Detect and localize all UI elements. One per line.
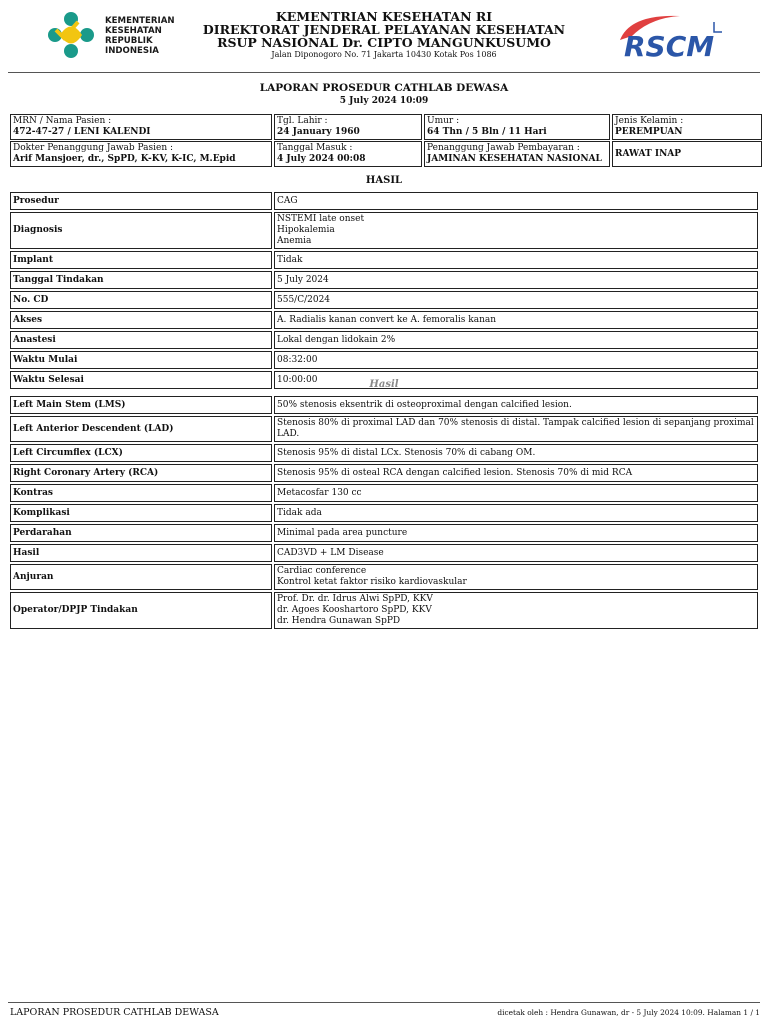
- document-header: [8, 6, 760, 73]
- field-value: [274, 544, 758, 562]
- table-row: [10, 212, 758, 249]
- age-value: 64 Thn / 5 Bln / 11 Hari: [427, 127, 547, 137]
- table-row: [10, 396, 758, 414]
- field-value: [274, 564, 758, 590]
- report-title: LAPORAN PROSEDUR CATHLAB DEWASA: [259, 82, 509, 94]
- field-value-line: 08:32:00: [277, 354, 318, 365]
- dob-cell: Tgl. Lahir : 24 January 1960: [274, 114, 422, 140]
- field-value: [274, 212, 758, 249]
- mrn-cell: MRN / Nama Pasien : 472-47-27 / LENI KALENDI: [10, 114, 272, 140]
- field-value-line: A. Radialis kanan convert ke A. femoralis kanan: [277, 314, 497, 325]
- report-date: 5 July 2024 10:09: [339, 96, 429, 106]
- field-value-line: Hipokalemia: [277, 225, 335, 235]
- field-label: Perdarahan: [10, 524, 272, 542]
- patient-info-row-2: [8, 139, 764, 169]
- table-row: [10, 464, 758, 482]
- field-label: Tanggal Tindakan: [10, 271, 272, 289]
- admit-cell: Tanggal Masuk : 4 July 2024 00:08: [274, 141, 422, 167]
- field-value: [274, 311, 758, 329]
- field-value: [274, 464, 758, 482]
- table-row: [10, 271, 758, 289]
- care-type-value: RAWAT INAP: [615, 148, 682, 159]
- field-label: Anjuran: [10, 564, 272, 590]
- doctor-value: Arif Mansjoer, dr., SpPD, K-KV, K-IC, M.Epid: [13, 154, 236, 164]
- table-row: [10, 311, 758, 329]
- field-value: [274, 444, 758, 462]
- field-label: No. CD: [10, 291, 272, 309]
- admit-value: 4 July 2024 00:08: [277, 154, 366, 164]
- field-value-line: dr. Hendra Gunawan SpPD: [277, 616, 401, 626]
- table-row: [10, 416, 758, 442]
- field-value-line: dr. Agoes Kooshartoro SpPD, KKV: [277, 605, 432, 615]
- footer-report-name: LAPORAN PROSEDUR CATHLAB DEWASA: [10, 1007, 219, 1018]
- field-label: Left Main Stem (LMS): [10, 396, 272, 414]
- table-row: [10, 504, 758, 522]
- ministry-name: KEMENTRIAN KESEHATAN RI: [275, 9, 493, 24]
- field-label: Komplikasi: [10, 504, 272, 522]
- field-value-line: Stenosis 95% di distal LCx. Stenosis 70% di cabang OM.: [277, 447, 536, 458]
- table-row: [10, 564, 758, 590]
- field-value-line: Tidak ada: [277, 507, 322, 518]
- field-value: [274, 484, 758, 502]
- field-label: Waktu Selesai: [10, 371, 272, 389]
- table-row: [10, 524, 758, 542]
- field-value: [274, 192, 758, 210]
- sex-cell: Jenis Kelamin : PEREMPUAN: [612, 114, 762, 140]
- mrn-value: 472-47-27 / LENI KALENDI: [13, 127, 151, 137]
- field-value-line: 10:00:00: [277, 374, 318, 385]
- field-value-line: Stenosis 80% di proximal LAD dan 70% stenosis di distal. Tampak calcified lesion di sepanjang proximal LAD.: [277, 418, 754, 439]
- field-label: Right Coronary Artery (RCA): [10, 464, 272, 482]
- field-value: [274, 331, 758, 349]
- field-value-line: Prof. Dr. dr. Idrus Alwi SpPD, KKV: [277, 594, 433, 604]
- field-label: Anastesi: [10, 331, 272, 349]
- field-value: [274, 251, 758, 269]
- field-label: Prosedur: [10, 192, 272, 210]
- field-value-line: Lokal dengan lidokain 2%: [277, 334, 396, 345]
- rscm-logo-icon: [610, 10, 730, 64]
- field-label: Implant: [10, 251, 272, 269]
- sex-value: PEREMPUAN: [615, 127, 683, 137]
- document-footer: [8, 1002, 760, 1023]
- field-value-line: Metacosfar 130 cc: [277, 487, 362, 498]
- care-cell: [612, 141, 762, 167]
- field-label: Diagnosis: [10, 212, 272, 249]
- directorate-name: DIREKTORAT JENDERAL PELAYANAN KESEHATAN: [202, 22, 566, 37]
- field-value-line: Stenosis 95% di osteal RCA dengan calcified lesion. Stenosis 70% di mid RCA: [277, 467, 633, 478]
- field-value-line: Minimal pada area puncture: [277, 527, 408, 538]
- field-value-line: Cardiac conference: [277, 566, 367, 576]
- table-row: [10, 331, 758, 349]
- field-label: Operator/DPJP Tindakan: [10, 592, 272, 629]
- field-value-line: CAG: [277, 195, 298, 206]
- table-row: [10, 251, 758, 269]
- field-label: Left Circumflex (LCX): [10, 444, 272, 462]
- kemenkes-logo-text: KEMENTERIAN KESEHATAN REPUBLIK INDONESIA: [105, 16, 175, 56]
- doctor-cell: Dokter Penanggung Jawab Pasien : Arif Mansjoer, dr., SpPD, K-KV, K-IC, M.Epid: [10, 141, 272, 167]
- field-value: [274, 396, 758, 414]
- field-label: Waktu Mulai: [10, 351, 272, 369]
- field-value-line: 50% stenosis eksentrik di osteoproximal dengan calcified lesion.: [277, 399, 572, 410]
- table-row: [10, 351, 758, 369]
- coronary-results-table: [8, 394, 760, 631]
- rscm-logo-text: RSCM: [624, 30, 715, 63]
- field-value: [274, 416, 758, 442]
- table-row: [10, 444, 758, 462]
- dob-value: 24 January 1960: [277, 127, 360, 137]
- hospital-address: Jalan Diponogoro No. 71 Jakarta 10430 Kotak Pos 1086: [271, 50, 497, 59]
- table-row: [10, 484, 758, 502]
- field-value: [274, 524, 758, 542]
- field-value-line: Tidak: [277, 254, 303, 265]
- hasil-section-title: HASIL: [365, 175, 403, 186]
- field-value: [274, 504, 758, 522]
- payer-value: JAMINAN KESEHATAN NASIONAL: [427, 154, 602, 164]
- field-value-line: Kontrol ketat faktor risiko kardiovaskular: [277, 577, 467, 587]
- field-label: Kontras: [10, 484, 272, 502]
- field-label: Akses: [10, 311, 272, 329]
- hasil-subsection-title: Hasil: [369, 379, 399, 390]
- field-value-line: 5 July 2024: [277, 274, 329, 285]
- field-value: [274, 291, 758, 309]
- field-label: Hasil: [10, 544, 272, 562]
- field-label: Left Anterior Descendent (LAD): [10, 416, 272, 442]
- footer-print-info: dicetak oleh : Hendra Gunawan, dr - 5 July 2024 10:09. Halaman 1 / 1: [497, 1008, 760, 1017]
- patient-info-row-1: [8, 112, 764, 142]
- field-value: [274, 592, 758, 629]
- field-value-line: CAD3VD + LM Disease: [277, 547, 384, 558]
- table-row: [10, 544, 758, 562]
- hospital-name: RSUP NASIONAL Dr. CIPTO MANGUNKUSUMO: [217, 35, 551, 50]
- age-cell: Umur : 64 Thn / 5 Bln / 11 Hari: [424, 114, 610, 140]
- table-row: [10, 592, 758, 629]
- table-row: [10, 192, 758, 210]
- payer-cell: Penanggung Jawab Pembayaran : JAMINAN KESEHATAN NASIONAL: [424, 141, 610, 167]
- field-value: [274, 351, 758, 369]
- field-value-line: NSTEMI late onset: [277, 214, 365, 224]
- field-value: [274, 271, 758, 289]
- procedure-details-table: [8, 190, 760, 391]
- table-row: [10, 291, 758, 309]
- field-value-line: Anemia: [277, 236, 312, 246]
- field-value-line: 555/C/2024: [277, 294, 331, 305]
